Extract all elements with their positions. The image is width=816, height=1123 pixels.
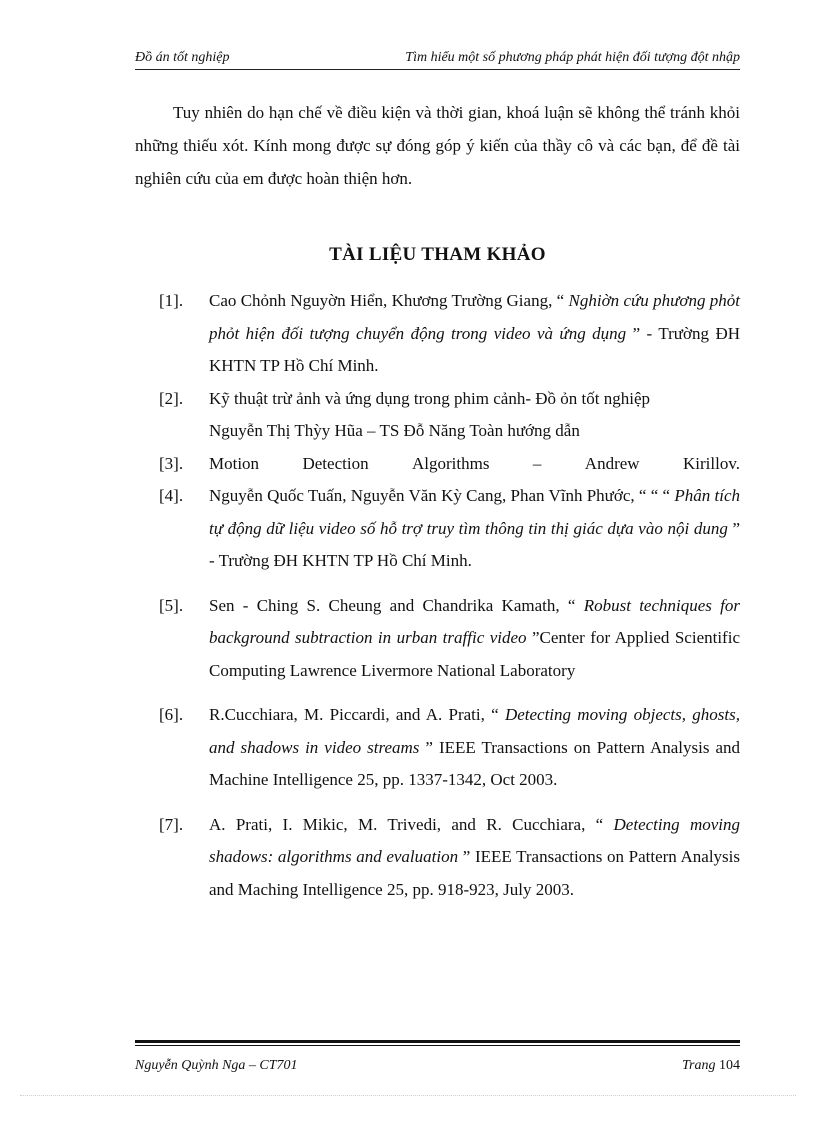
- reference-word: Kirillov.: [682, 453, 740, 473]
- reference-item: [135, 809, 740, 907]
- reference-source: ” IEEE Transactions on Pattern Analysis and Maching Intelligence 25, pp. 918-923, July 2003.: [209, 847, 741, 899]
- header-right-text: Tìm hiểu một số phương pháp phát hiện đối tượng đột nhập: [405, 50, 740, 65]
- reference-number: [3].: [159, 453, 184, 473]
- footer-divider-thick: [135, 1040, 740, 1043]
- page-number: 104: [719, 1058, 740, 1073]
- footer-page: [682, 1058, 740, 1074]
- reference-word: Motion: [209, 453, 260, 473]
- reference-number: [1].: [159, 291, 184, 310]
- intro-paragraph: [135, 96, 740, 195]
- reference-item: [135, 448, 740, 481]
- reference-title: Detecting moving shadows: algorithms and evaluation: [209, 814, 740, 866]
- reference-source: ” IEEE Transactions on Pattern Analysis and Machine Intelligence 25, pp. 1337-1342, Oct 2003.: [209, 737, 740, 789]
- reference-word: Andrew: [584, 453, 640, 473]
- reference-word: –: [532, 453, 542, 473]
- reference-authors: A. Prati, I. Mikic, M. Trivedi, and R. Cucchiara, “: [209, 814, 604, 834]
- reference-item: [135, 590, 740, 688]
- reference-number: [5].: [159, 595, 184, 615]
- reference-authors: Sen - Ching S. Cheung and Chandrika Kamath, “: [209, 595, 576, 615]
- reference-list: [135, 285, 740, 906]
- reference-authors: R.Cucchiara, M. Piccardi, and A. Prati, “: [209, 705, 499, 724]
- reference-authors: Nguyễn Quốc Tuấn, Nguyễn Văn Kỳ Cang, Phan Vĩnh Phước, “ “ “: [209, 486, 671, 505]
- header-divider: [135, 69, 740, 70]
- references-title: TÀI LIỆU THAM KHẢO: [329, 244, 546, 265]
- reference-item: [135, 285, 740, 383]
- reference-number: [7].: [159, 814, 184, 834]
- reference-item: [135, 383, 740, 448]
- reference-number: [6].: [159, 705, 184, 724]
- reference-word: Algorithms: [412, 453, 490, 473]
- reference-title: Nghiờn cứu phương phỏt phỏt hiện đối tượng chuyển động trong video và ứng dụng: [209, 291, 741, 343]
- reference-source: ” - Trường ĐH KHTN TP Hồ Chí Minh.: [209, 323, 740, 375]
- reference-number: [2].: [159, 388, 184, 408]
- reference-source: ”Center for Applied Scientific Computing Lawrence Livermore National Laboratory: [209, 628, 740, 680]
- reference-item: [135, 480, 740, 578]
- footer-author: Nguyễn Quỳnh Nga – CT701: [135, 1058, 298, 1073]
- reference-title: Robust techniques for background subtraction in urban traffic video: [209, 595, 741, 647]
- reference-source: ” - Trường ĐH KHTN TP Hồ Chí Minh.: [209, 518, 741, 570]
- reference-title: Detecting moving objects, ghosts, and shadows in video streams: [209, 705, 740, 757]
- page-edge-dotted-line: [20, 1095, 796, 1096]
- page-footer: [135, 1058, 740, 1078]
- footer-divider-thin: [135, 1045, 740, 1046]
- reference-number: [4].: [159, 486, 184, 505]
- reference-item: [135, 699, 740, 797]
- reference-authors: Cao Chỏnh Nguyờn Hiển, Khương Trường Giang, “: [209, 291, 565, 310]
- intro-text: Tuy nhiên do hạn chế về điều kiện và thời gian, khoá luận sẽ không thể tránh khỏi những thiếu xót. Kính mong được sự đóng góp ý kiến của thầy cô và các bạn, để đề tài nghiên cứu của em được hoàn thiện hơn.: [135, 103, 740, 188]
- reference-line: Nguyễn Thị Thỳy Hũa – TS Đỗ Năng Toàn hướng dẫn: [209, 421, 580, 440]
- reference-line: [209, 448, 740, 481]
- reference-line: Kỹ thuật trừ ảnh và ứng dụng trong phim cảnh- Đồ ỏn tốt nghiệp: [209, 388, 650, 408]
- reference-title: Phân tích tự động dữ liệu video số hỗ trợ truy tìm thông tin thị giác dựa vào nội dung: [209, 486, 740, 538]
- header-left-text: Đồ án tốt nghiệp: [135, 50, 230, 65]
- page-header: [135, 50, 740, 68]
- footer-page-label: Trang: [682, 1058, 716, 1073]
- reference-word: Detection: [302, 453, 369, 473]
